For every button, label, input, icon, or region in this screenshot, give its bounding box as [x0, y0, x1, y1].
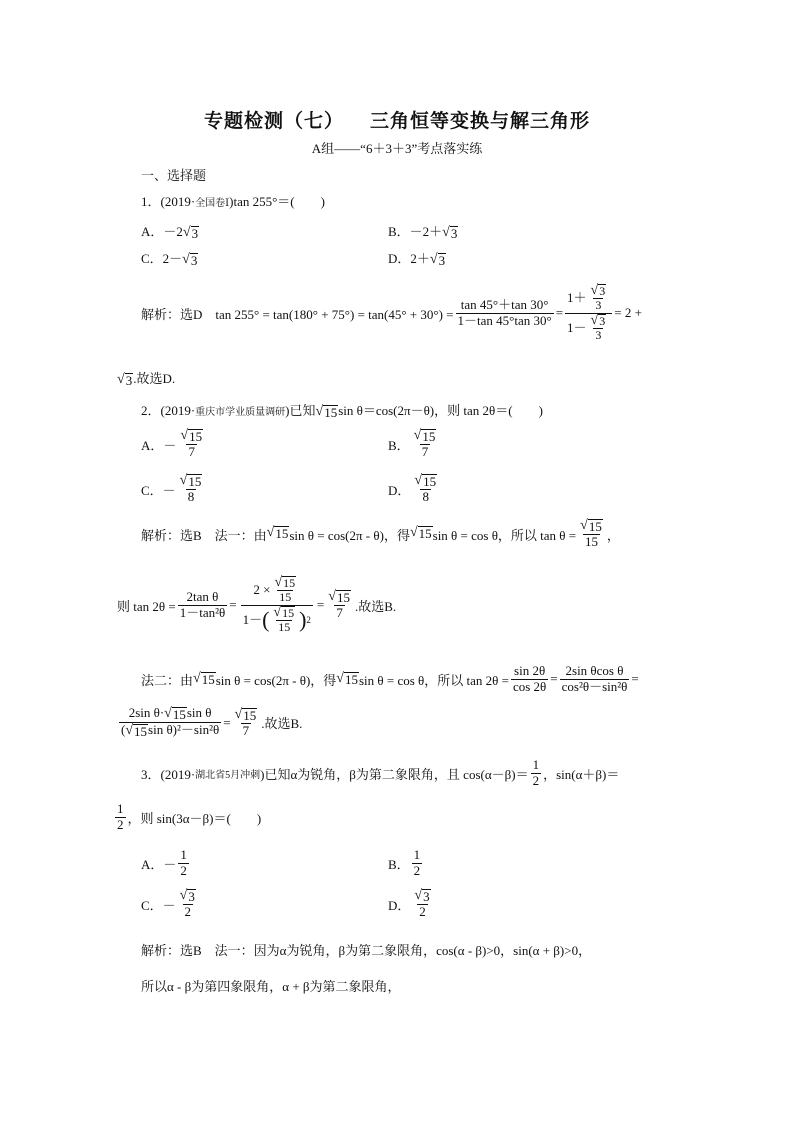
q1-solution-cont: √ 3 .故选D. [117, 371, 176, 388]
title-part1: 专题检测（七） [203, 111, 344, 132]
q1-fraction-1: $\frac{\tan 45^\circ+\tan 30^\circ}{1-\tan 45^\circ\tan 30^\circ}$ [457, 296, 552, 328]
q3-option-c[interactable]: C．－ √ 3 2 [141, 888, 195, 920]
q2-solution-method2: 法二：由 √ 15 sin θ = cos(2π - θ)，得 √ 15 sin θ = cos θ，所以 tan 2θ = $\frac{\sin 2\theta}{\cos 2\theta}$ = $\frac{\text{2sin θcos θ}}{\text{cos²θ－sin²θ}}$ = [141, 663, 639, 694]
q1-source: 全国卷Ⅰ [195, 198, 230, 209]
question-2-stem: 2．(2019·重庆市学业质量调研)已知 √ 15 sin θ＝cos(2π－θ)，则 tan 2θ＝( ) [141, 403, 543, 420]
title-part2: 三角恒等变换与解三角形 [370, 111, 591, 132]
q1-option-d[interactable]: D．2＋ √ 3 [388, 251, 446, 268]
q3-option-a[interactable]: A．－ $\frac{1}{2}$ [141, 847, 187, 878]
question-1-stem: 1．(2019·全国卷Ⅰ)tan 255°＝( ) [141, 194, 325, 209]
q2-option-a[interactable]: A．－ √ 15 7 [141, 428, 203, 460]
page-subtitle: A组——“6＋3＋3”考点落实练 [311, 141, 483, 156]
q2-option-d[interactable]: D． √ 15 8 [388, 473, 437, 505]
q1-option-c[interactable]: C．2－ √ 3 [141, 251, 198, 268]
question-3-stem-cont: $\frac{1}{2}$ ，则 sin(3α－β)＝( ) [117, 801, 262, 832]
q2-option-c[interactable]: C．－ √ 15 8 [141, 473, 202, 505]
question-3-stem: 3．(2019· 湖北省5月冲刺 )已知α为锐角，β为第二象限角，且 cos(α－β)＝ $\frac{1}{2}$ ，sin(α＋β)＝ [141, 757, 620, 788]
page-title [0, 106, 794, 133]
q3-option-d[interactable]: D． √ 3 2 [388, 888, 430, 920]
q2-solution-method1: 解析：选B 法一：由 √ 15 sin θ = cos(2π - θ)，得 √ 15 sin θ = cos θ，所以 tan θ = √ 15 15 ， [141, 518, 620, 550]
q2-option-b[interactable]: B． √ 15 7 [388, 428, 436, 460]
q3-source: 湖北省5月冲刺 [195, 769, 261, 781]
q3-solution-line2: 所以α - β为第四象限角，α + β为第二象限角， [141, 979, 401, 994]
q2-source: 重庆市学业质量调研 [195, 407, 286, 418]
q3-solution-line1: 解析：选B 法一：因为α为锐角，β为第二象限角，cos(α - β)>0，sin(α + β)>0， [141, 943, 592, 958]
q3-option-b[interactable]: B． $\frac{1}{2}$ [388, 847, 421, 878]
q2-solution-method2-cont: 2sin θ· √ 15 sin θ ( √ 15 sin θ)²－sin²θ = √ 15 7 .故选B. [121, 705, 303, 740]
section-heading: 一、选择题 [141, 168, 207, 183]
q1-option-b[interactable]: B．－2＋ √ 3 [388, 224, 458, 241]
q1-solution: 解析：选D tan 255° = tan(180° + 75°) = tan(45° + 30°) = $\frac{\tan 45^\circ+\tan 30^\circ}{1-\tan 45^\circ\tan 30^\circ}$ = 1＋ √ 3 3 1－ √ 3 3 = 2 + [141, 282, 642, 342]
q1-option-a[interactable]: A．－2 √ 3 [141, 224, 199, 241]
q1-fraction-2: 1＋ √ 3 3 1－ √ 3 3 [565, 284, 612, 343]
q2-solution-line2: 则 tan 2θ = $\frac{\text{2tan θ}}{\text{1－tan²θ}}$ = 2 × √ 15 15 1－ ( √ 15 15 ) 2 = √ 15 7 .故选B. [117, 574, 397, 634]
